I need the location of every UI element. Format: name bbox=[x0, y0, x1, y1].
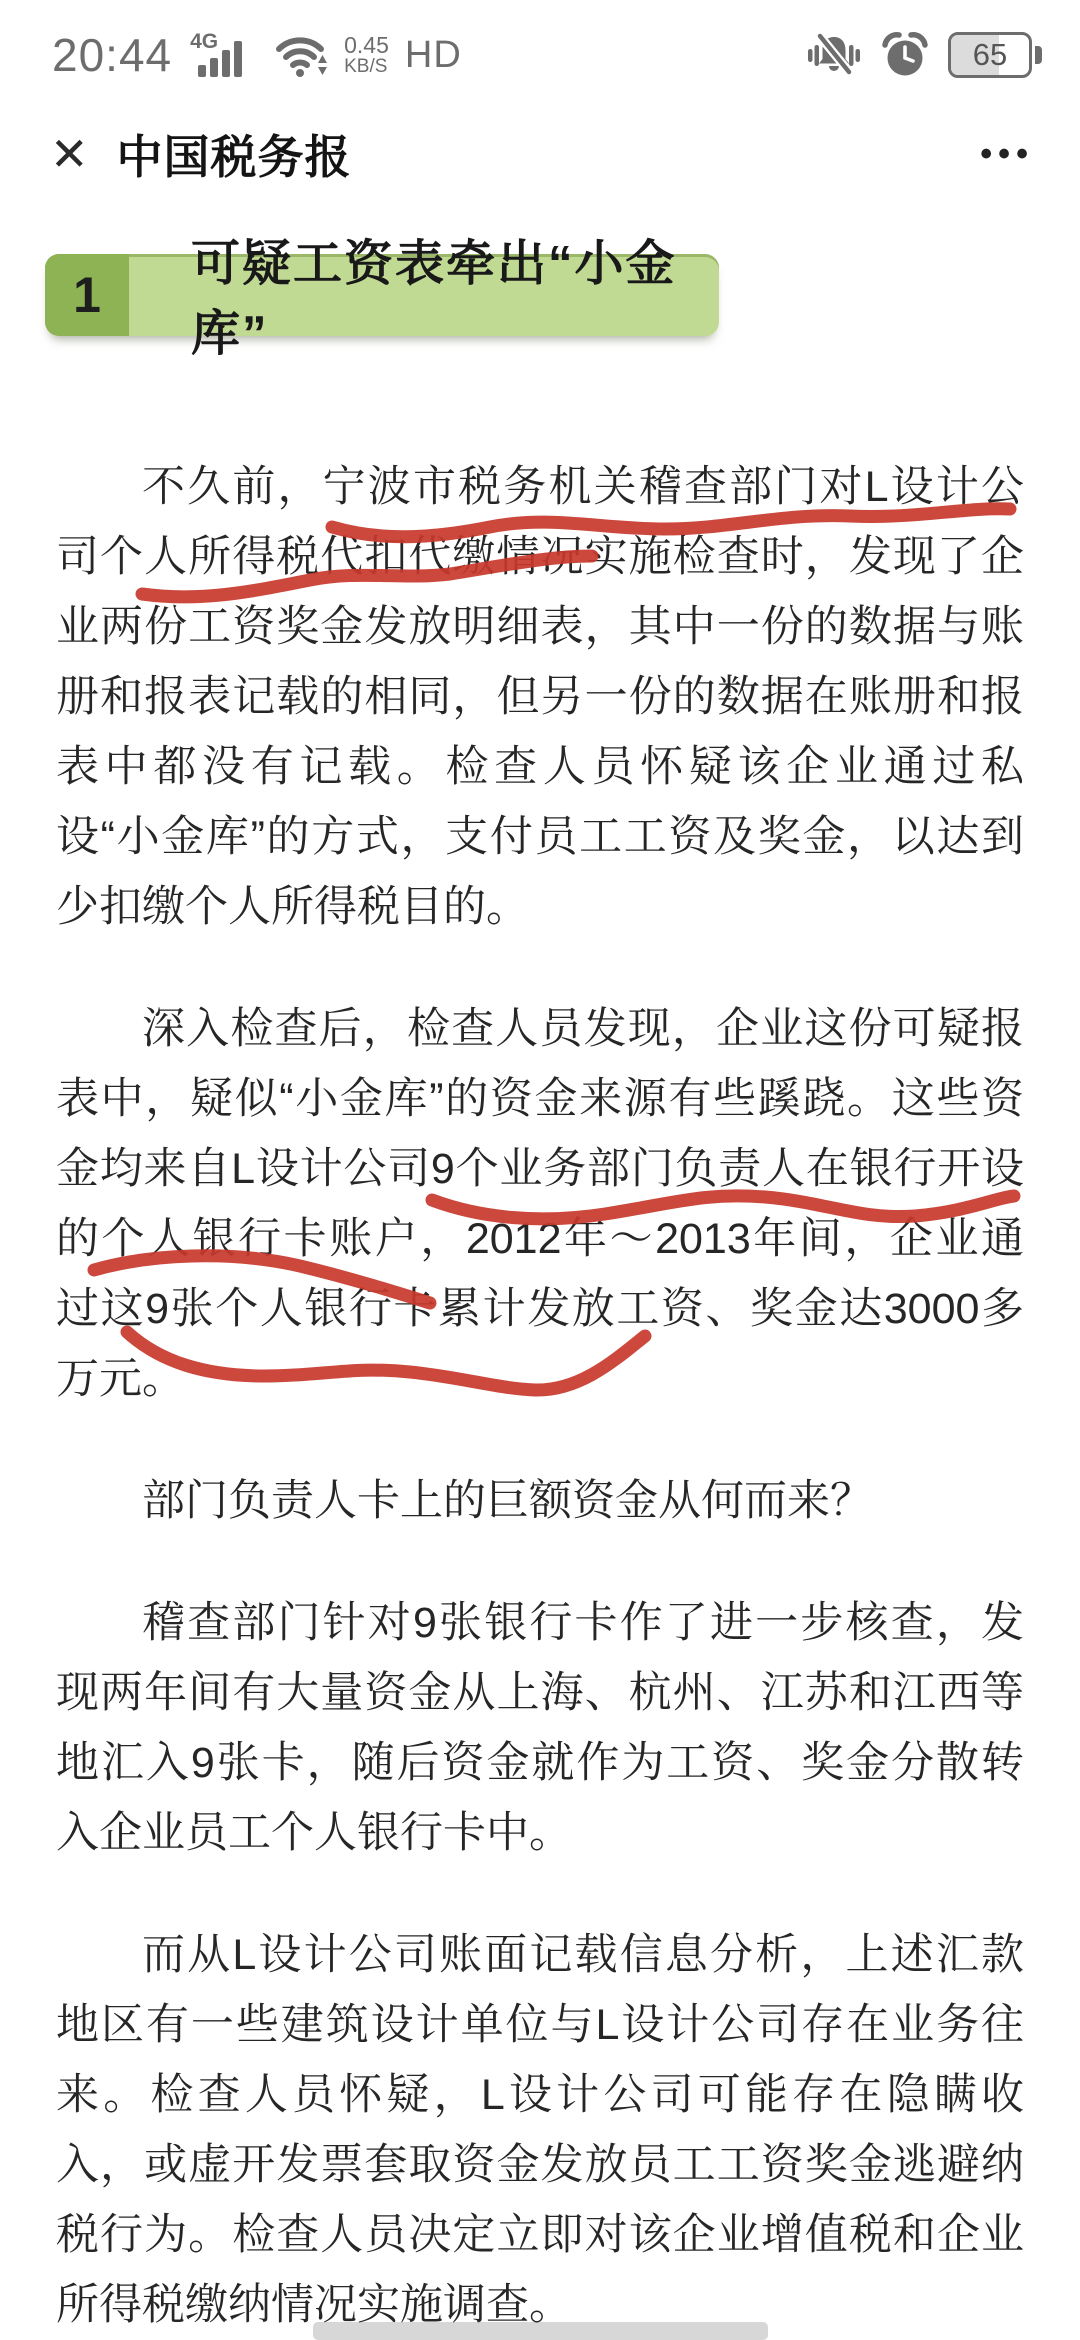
text-line: 金均来自L设计公司9个业务部门负责人在银行开设 bbox=[56, 1145, 1024, 1193]
cellular-signal-icon bbox=[188, 31, 258, 79]
text-line: 而从L设计公司账面记载信息分析，上述汇款 bbox=[142, 1931, 1024, 1979]
text-line: 深入检查后，检查人员发现，企业这份可疑报 bbox=[142, 1005, 1024, 1053]
network-type-label: 4G bbox=[190, 30, 219, 53]
more-menu-button[interactable]: ••• bbox=[980, 135, 1034, 173]
close-button[interactable]: ✕ bbox=[50, 128, 89, 180]
text-line: 所得税缴纳情况实施调查。 bbox=[56, 2281, 572, 2329]
text-line: 稽查部门针对9张银行卡作了进一步核查，发 bbox=[142, 1599, 1024, 1647]
text-line: 入，或虚开发票套取资金发放员工工资奖金逃避纳 bbox=[56, 2141, 1024, 2189]
text-line: 司个人所得税代扣代缴情况实施检查时，发现了企 bbox=[56, 533, 1024, 581]
section-number: 1 bbox=[45, 254, 129, 336]
paragraph bbox=[56, 1920, 1024, 2340]
text-line: 设“小金库”的方式，支付员工工资及奖金，以达到 bbox=[56, 813, 1024, 861]
section-header bbox=[45, 237, 719, 361]
status-right-group bbox=[806, 31, 1038, 79]
text-line: 地区有一些建筑设计单位与L设计公司存在业务往 bbox=[56, 2001, 1024, 2049]
speed-unit: KB/S bbox=[344, 56, 388, 78]
signal-bars-icon bbox=[198, 41, 242, 77]
page-title: 中国税务报 bbox=[116, 131, 352, 183]
text-line: 税行为。检查人员决定立即对该企业增值税和企业 bbox=[56, 2211, 1024, 2259]
text-line: 表中都没有记载。检查人员怀疑该企业通过私 bbox=[56, 743, 1024, 791]
speed-value: 0.45 bbox=[344, 31, 389, 58]
paragraph bbox=[56, 1466, 1024, 1536]
battery-nub bbox=[1035, 46, 1042, 64]
text-line: 地汇入9张卡，随后资金就作为工资、奖金分散转 bbox=[56, 1739, 1024, 1787]
paragraph bbox=[56, 452, 1024, 942]
paragraph bbox=[56, 1588, 1024, 1868]
text-line: 册和报表记载的相同，但另一份的数据在账册和报 bbox=[56, 673, 1024, 721]
status-bar bbox=[0, 0, 1080, 100]
text-line: 不久前，宁波市税务机关稽查部门对L设计公 bbox=[142, 463, 1024, 511]
text-line: 表中，疑似“小金库”的资金来源有些蹊跷。这些资 bbox=[56, 1075, 1024, 1123]
nav-bar bbox=[0, 100, 1080, 208]
text-line: 万元。 bbox=[56, 1355, 185, 1403]
network-speed bbox=[344, 31, 389, 78]
clock-time: 20:44 bbox=[52, 29, 173, 81]
status-left-group bbox=[52, 28, 462, 82]
text-line: 的个人银行卡账户，2012年～2013年间，企业通 bbox=[56, 1215, 1024, 1263]
text-line: 来。检查人员怀疑，L设计公司可能存在隐瞒收 bbox=[56, 2071, 1024, 2119]
text-line: 业两份工资奖金发放明细表，其中一份的数据与账 bbox=[56, 603, 1024, 651]
mute-bell-icon bbox=[806, 32, 862, 78]
text-line: 现两年间有大量资金从上海、杭州、江苏和江西等 bbox=[56, 1669, 1024, 1717]
text-line: 过这9张个人银行卡累计发放工资、奖金达3000多 bbox=[56, 1285, 1024, 1333]
text-line: 少扣缴个人所得税目的。 bbox=[56, 883, 529, 931]
text-line: 入企业员工个人银行卡中。 bbox=[56, 1809, 572, 1857]
wifi-icon bbox=[274, 32, 328, 78]
paragraph bbox=[56, 994, 1024, 1414]
battery-icon bbox=[948, 32, 1032, 78]
hd-volte-indicator: HD bbox=[404, 33, 462, 76]
section-title: 可疑工资表牵出“小金库” bbox=[191, 237, 677, 361]
alarm-clock-icon bbox=[880, 31, 930, 79]
battery-percent: 65 bbox=[972, 37, 1008, 72]
article-body bbox=[0, 452, 1080, 2340]
text-line: 部门负责人卡上的巨额资金从何而来？ bbox=[142, 1477, 873, 1525]
